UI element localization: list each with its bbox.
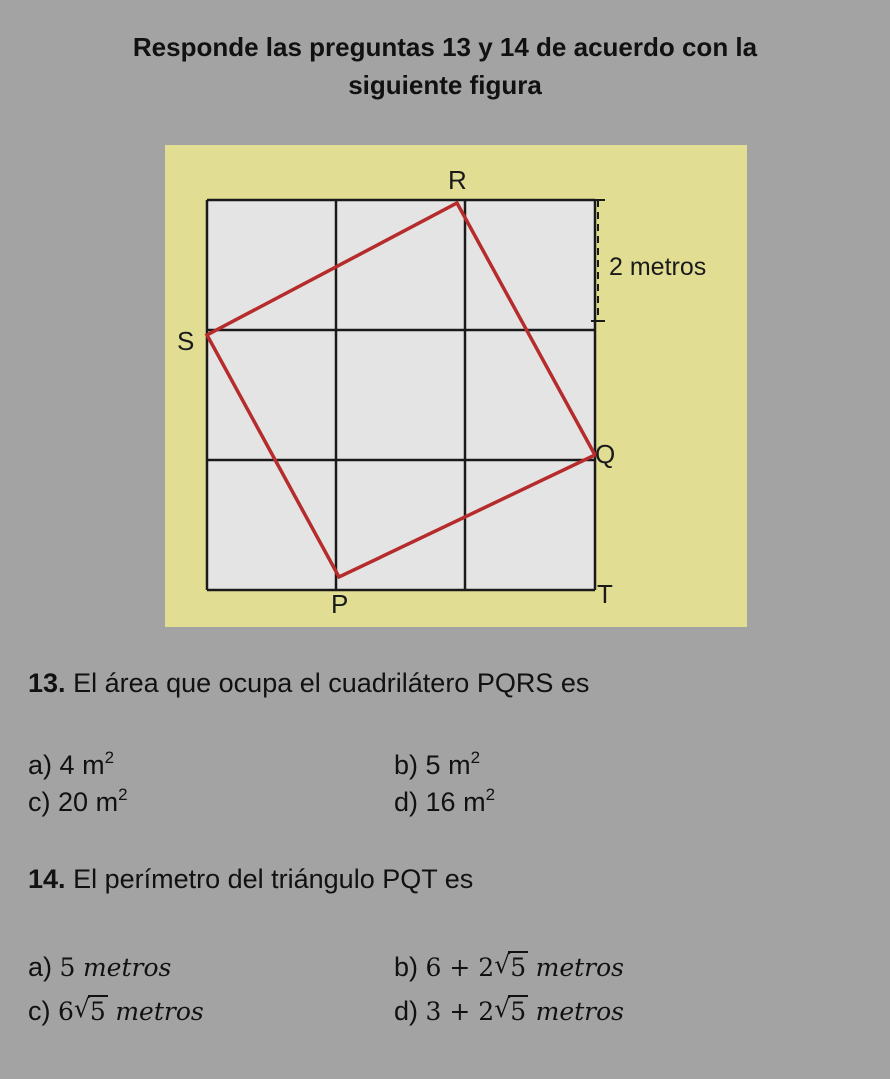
sqrt-symbol: √ 5 bbox=[494, 994, 527, 1026]
q13-option-d-value: 16 bbox=[425, 787, 456, 817]
q13-option-a[interactable] bbox=[28, 750, 114, 781]
instructions-line-1: Responde las preguntas 13 y 14 de acuerdo con la bbox=[132, 32, 758, 62]
vertex-label-q: Q bbox=[595, 439, 616, 469]
figure-svg bbox=[165, 145, 747, 627]
q13-option-c-value: 20 bbox=[58, 787, 89, 817]
q13-option-c-exponent: 2 bbox=[118, 785, 128, 804]
grid-figure bbox=[165, 145, 747, 627]
q13-option-d-letter: d) bbox=[394, 787, 419, 817]
q13-option-d[interactable] bbox=[394, 787, 495, 818]
question-14-text: El perímetro del triángulo PQT es bbox=[73, 864, 474, 894]
instructions-line-2: siguiente figura bbox=[348, 70, 542, 100]
q14-option-a-letter: a) bbox=[28, 952, 53, 982]
vertex-label-t: T bbox=[597, 579, 613, 609]
q13-option-c-letter: c) bbox=[28, 787, 51, 817]
q14-option-b-radicand: 5 bbox=[510, 953, 527, 982]
q14-option-d-radicand: 5 bbox=[510, 997, 527, 1026]
q13-option-d-unit: m bbox=[463, 787, 486, 817]
grid-fill bbox=[207, 200, 595, 590]
q13-option-a-value: 4 bbox=[59, 750, 75, 780]
q13-option-b-value: 5 bbox=[425, 750, 441, 780]
q14-option-d-prefix: 3 + 2 bbox=[425, 997, 495, 1026]
q14-option-a-unit: metros bbox=[82, 953, 172, 982]
sqrt-symbol: √ 5 bbox=[73, 994, 106, 1026]
q13-option-b[interactable] bbox=[394, 750, 480, 781]
question-14 bbox=[28, 864, 473, 895]
q14-option-c[interactable] bbox=[28, 996, 204, 1027]
sqrt-symbol: √ 5 bbox=[494, 950, 527, 982]
instructions-heading bbox=[20, 28, 870, 104]
q13-option-b-unit: m bbox=[448, 750, 471, 780]
q14-option-a-value: 5 bbox=[59, 953, 76, 982]
question-13-text: El área que ocupa el cuadrilátero PQRS es bbox=[73, 668, 590, 698]
q14-option-b-letter: b) bbox=[394, 952, 419, 982]
q14-option-c-radicand: 5 bbox=[89, 997, 106, 1026]
vertex-label-r: R bbox=[448, 165, 467, 195]
q14-option-d[interactable] bbox=[394, 996, 624, 1027]
q14-option-b-unit: metros bbox=[535, 953, 624, 982]
q14-option-b[interactable] bbox=[394, 952, 624, 983]
question-13-number: 13. bbox=[28, 668, 66, 698]
vertex-label-s: S bbox=[177, 326, 195, 356]
q14-option-d-letter: d) bbox=[394, 996, 419, 1026]
q13-option-a-letter: a) bbox=[28, 750, 53, 780]
q14-option-d-unit: metros bbox=[535, 997, 624, 1026]
scale-label: 2 metros bbox=[609, 253, 707, 281]
q13-option-b-exponent: 2 bbox=[470, 748, 481, 767]
q14-option-c-unit: metros bbox=[115, 997, 204, 1026]
q13-option-a-unit: m bbox=[82, 750, 105, 780]
vertex-label-p: P bbox=[331, 589, 349, 619]
q14-option-c-prefix: 6 bbox=[58, 997, 74, 1026]
question-14-number: 14. bbox=[28, 864, 66, 894]
q13-option-d-exponent: 2 bbox=[485, 785, 496, 804]
question-13 bbox=[28, 668, 589, 699]
q14-option-a[interactable] bbox=[28, 952, 171, 983]
q13-option-b-letter: b) bbox=[394, 750, 419, 780]
q13-option-a-exponent: 2 bbox=[104, 748, 115, 767]
q14-option-b-prefix: 6 + 2 bbox=[425, 953, 495, 982]
q14-option-c-letter: c) bbox=[28, 996, 51, 1026]
q13-option-c[interactable] bbox=[28, 787, 128, 818]
q13-option-c-unit: m bbox=[95, 787, 119, 817]
